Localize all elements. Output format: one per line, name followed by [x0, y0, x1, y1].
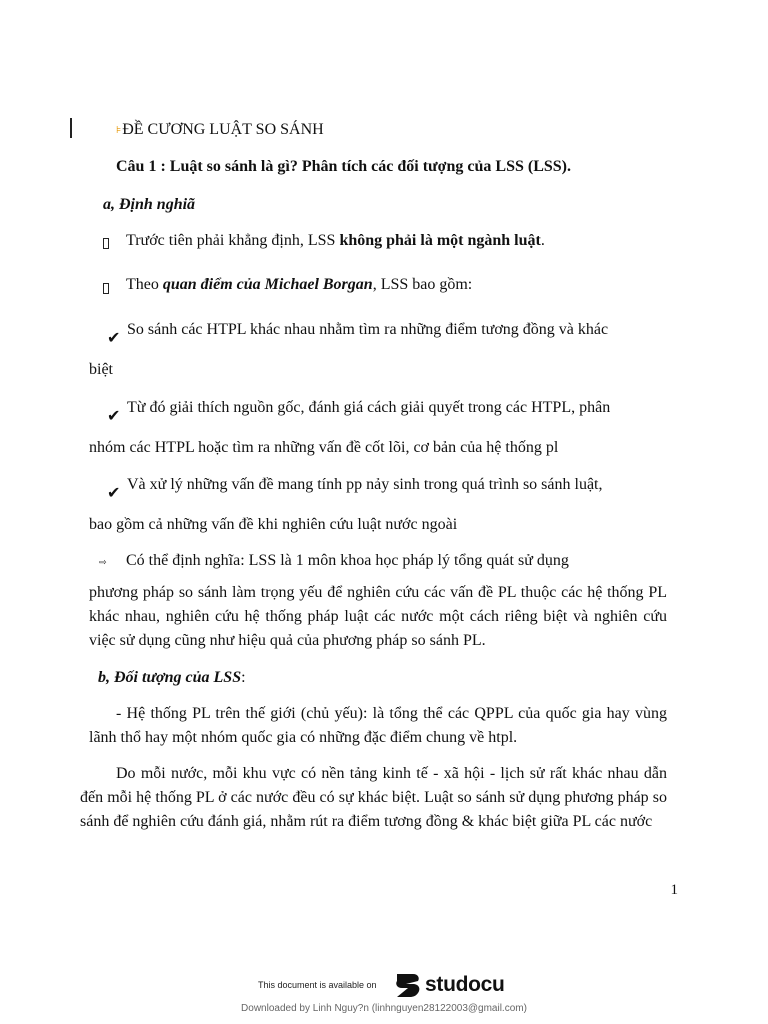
bullet-square-icon [103, 283, 109, 294]
paragraph-2: Theo quan điểm của Michael Borgan, LSS bao gồm: [126, 276, 473, 293]
check-item-3-line-1: Và xử lý những vấn đề mang tính pp nảy sinh trong quá trình so sánh luật, [127, 476, 603, 493]
bullet-square-icon [103, 238, 109, 249]
check-item-1-line-1: So sánh các HTPL khác nhau nhằm tìm ra những điểm tương đồng và khác [127, 321, 609, 338]
check-item-3-line-2: bao gồm cả những vấn đề khi nghiên cứu luật nước ngoài [89, 516, 458, 533]
checkmark-icon: ✔ [107, 483, 121, 502]
object-paragraph: - Hệ thống PL trên thế giới (chủ yếu): là tổng thể các QPPL của quốc gia hay vùng lãnh thổ hay một nhóm quốc gia có những đặc điểm chung về htpl. [89, 705, 667, 746]
check-item-2-line-2: nhóm các HTPL hoặc tìm ra những vấn đề cốt lõi, cơ bản của hệ thống pl [89, 439, 559, 456]
studocu-logo[interactable] [394, 968, 505, 1002]
section-a-heading: a, Định nghiã [103, 196, 196, 213]
check-item-1-line-2: biệt [89, 361, 113, 378]
question-title: Câu 1 : Luật so sánh là gì? Phân tích các đối tượng của LSS (LSS). [116, 158, 571, 175]
page-number: 1 [670, 882, 678, 898]
final-paragraph: Do mỗi nước, mỗi khu vực có nền tảng kinh tế - xã hội - lịch sử rất khác nhau dẫn đến mỗi hệ thống PL ở các nước đều có sự khác biệt. Luật so sánh sử dụng phương pháp so sánh để nghiên cứu đánh giá, nhằm rút ra điểm tương đồng & khác biệt giữa PL các nước [80, 765, 667, 830]
document-heading: ⊧ĐỀ CƯƠNG LUẬT SO SÁNH [116, 121, 324, 138]
section-b-heading: b, Đối tượng của LSS: [98, 669, 246, 686]
check-item-2-line-1: Từ đó giải thích nguồn gốc, đánh giá cách giải quyết trong các HTPL, phân [127, 399, 611, 416]
available-on-text: This document is available on [258, 980, 377, 990]
studocu-wordmark: studocu [425, 973, 505, 996]
download-attribution: Downloaded by Linh Nguy?n (linhnguyen28122003@gmail.com) [241, 1003, 527, 1014]
text-cursor [70, 118, 72, 138]
paragraph-1: Trước tiên phải khẳng định, LSS không phải là một ngành luật. [126, 232, 545, 249]
checkmark-icon: ✔ [107, 406, 121, 425]
definition-paragraph: phương pháp so sánh làm trọng yếu để nghiên cứu các vấn đề PL thuộc các hệ thống PL khác nhau, nghiên cứu hệ thống pháp luật các nước một cách riêng biệt và nghiên cứu việc sử dụng cũng như hiệu quả của phương pháp so sánh PL. [89, 584, 667, 649]
anchor-marker-icon: ⊧ [116, 125, 122, 136]
arrow-bullet-icon: ⇨ [99, 558, 107, 568]
definition-line-1: Có thể định nghĩa: LSS là 1 môn khoa học pháp lý tổng quát sử dụng [126, 552, 569, 569]
checkmark-icon: ✔ [107, 328, 121, 347]
studocu-logo-icon [394, 970, 422, 1000]
